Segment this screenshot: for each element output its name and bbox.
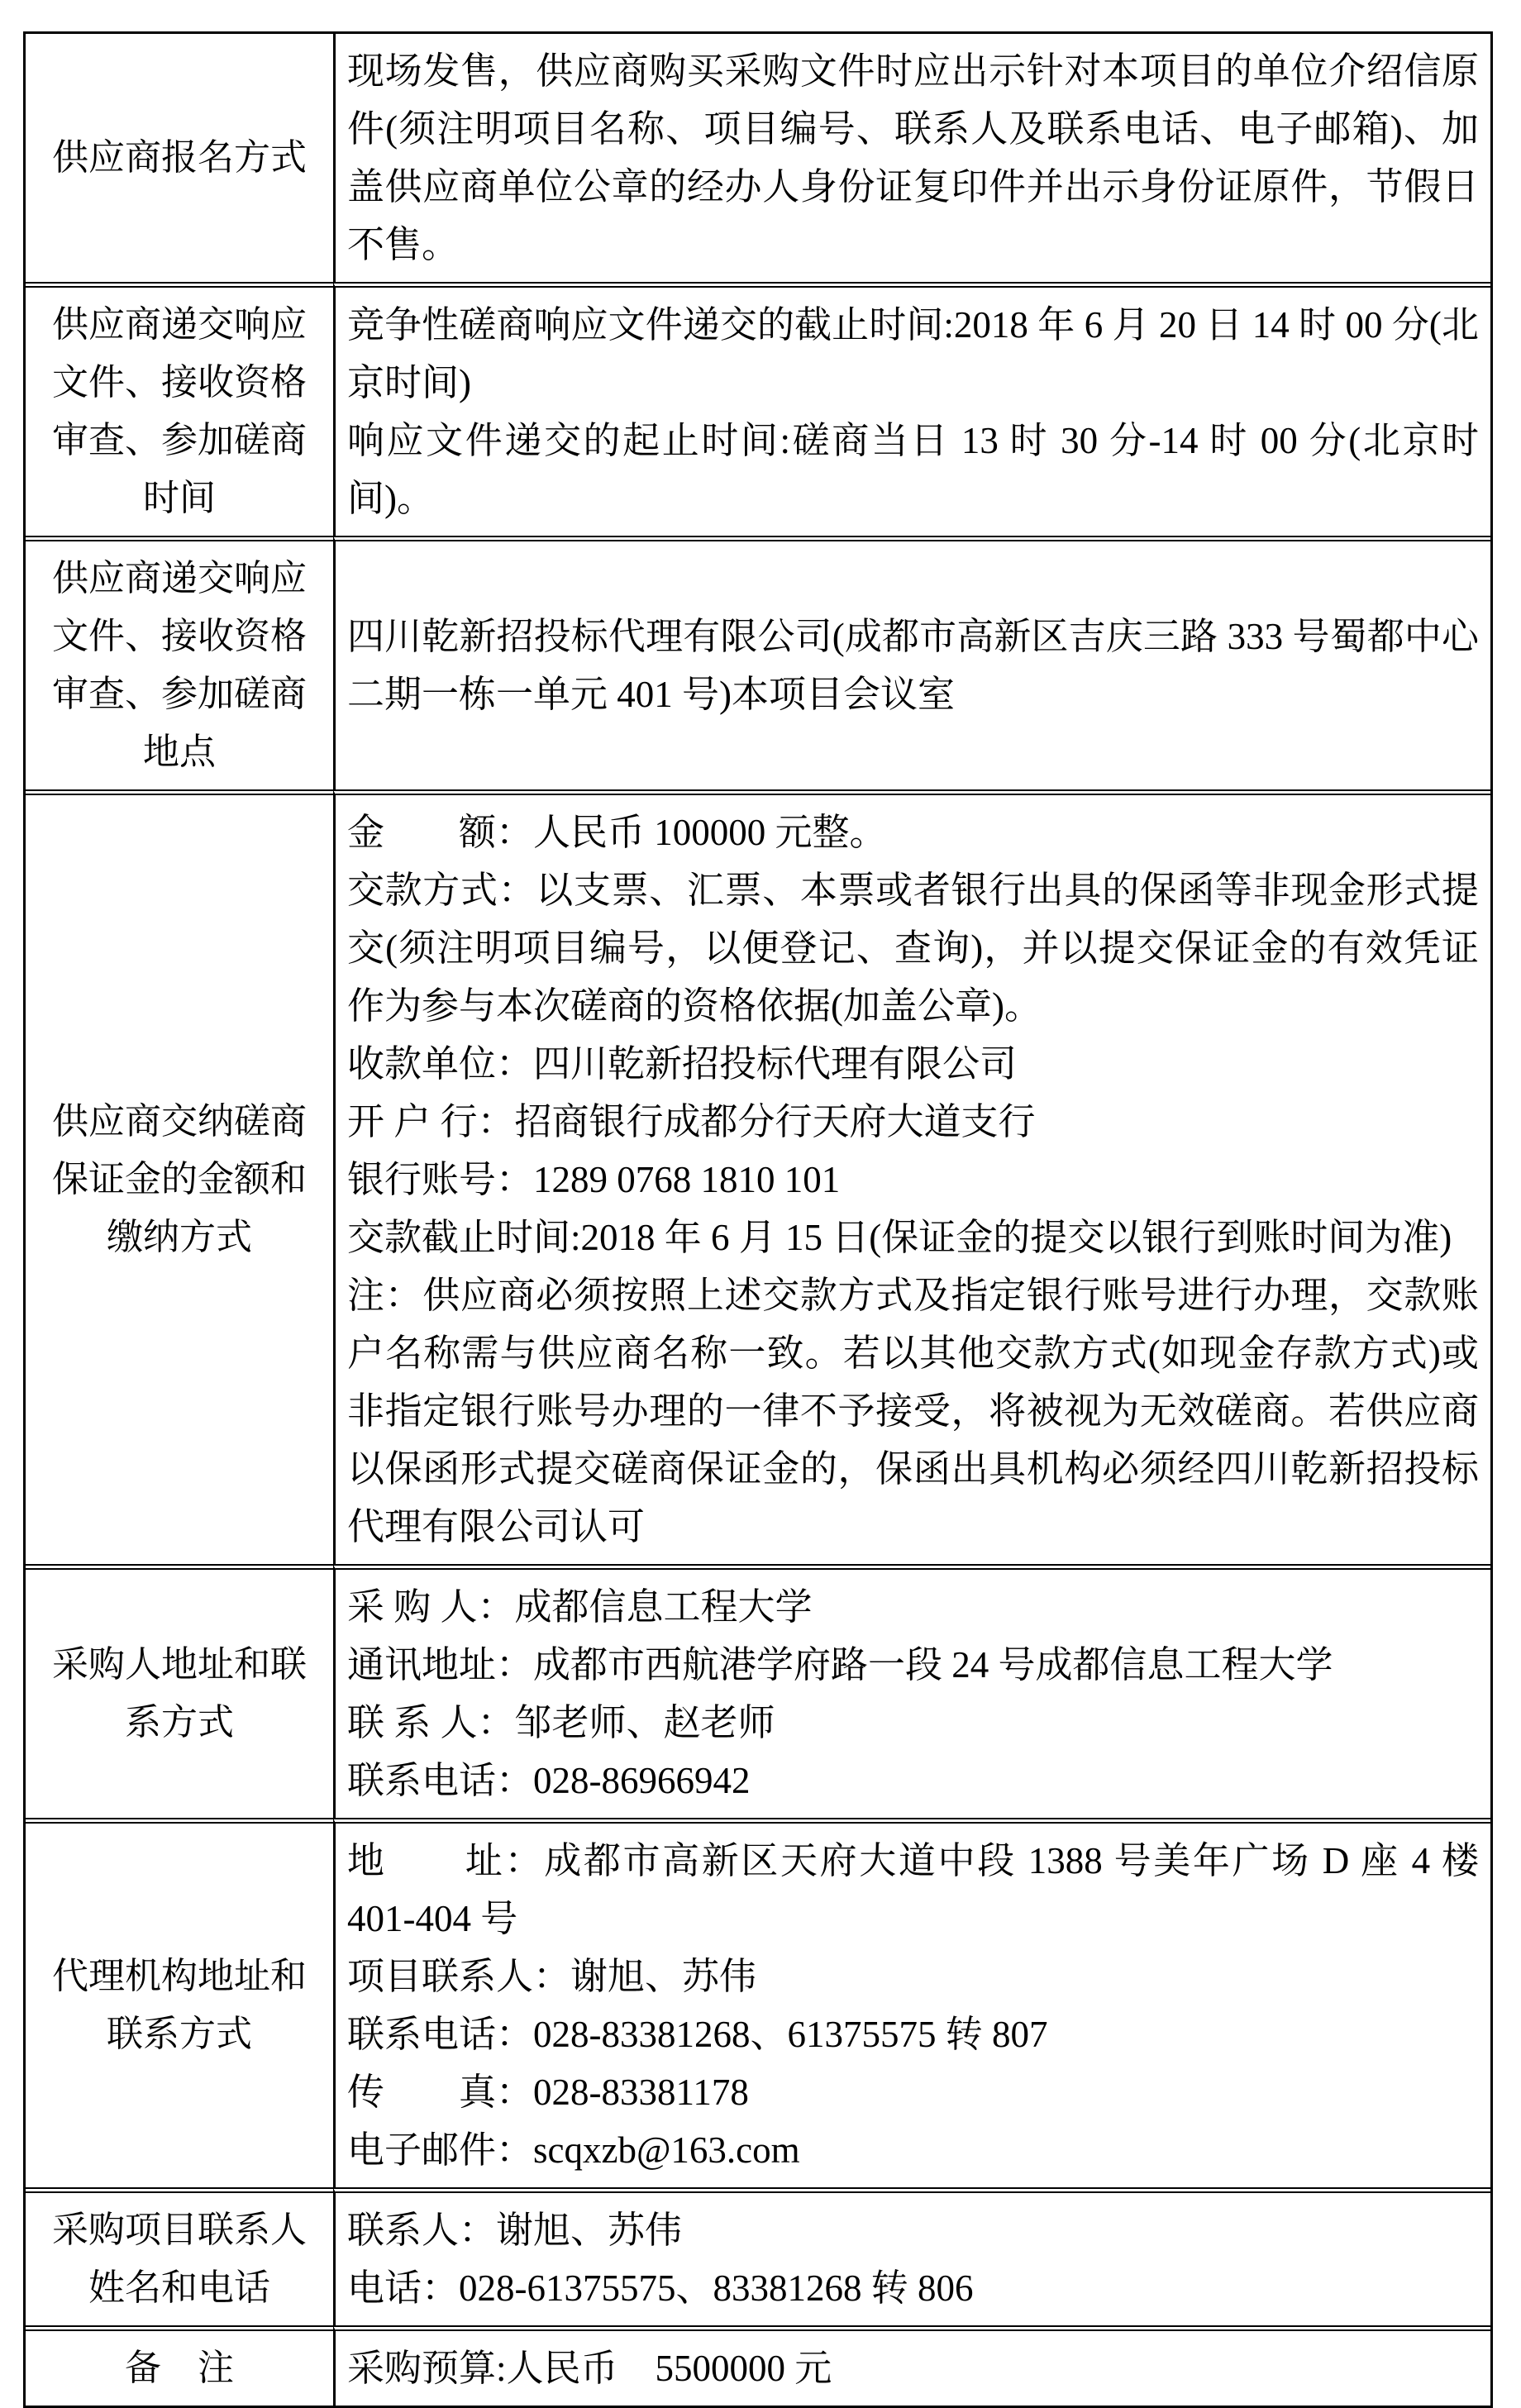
row-label-cell: 供应商交纳磋商保证金的金额和缴纳方式 (26, 789, 333, 1564)
row-label-cell: 供应商递交响应文件、接收资格审查、参加磋商地点 (26, 536, 333, 789)
row-content-cell (333, 2187, 1490, 2325)
row-label-cell: 代理机构地址和联系方式 (26, 1818, 333, 2187)
content-line: 传 真：028-83381178 (347, 2072, 749, 2113)
content-line: 四川乾新招投标代理有限公司(成都市高新区吉庆三路 333 号蜀都中心二期一栋一单元 401 号)本项目会议室 (347, 616, 1479, 715)
content-line: 采 购 人：成都信息工程大学 (347, 1586, 813, 1628)
content-line: 联系电话：028-83381268、61375575 转 807 (347, 2014, 1048, 2055)
content-line: 采购预算:人民币 5500000 元 (347, 2348, 832, 2389)
row-content-cell (333, 1818, 1490, 2187)
table-row (26, 282, 1490, 536)
row-content-cell (333, 2325, 1490, 2406)
table-row (26, 789, 1490, 1564)
content-line: 电话：028-61375575、83381268 转 806 (347, 2267, 974, 2309)
row-label-cell: 供应商递交响应文件、接收资格审查、参加磋商时间 (26, 282, 333, 536)
content-line: 地 址：成都市高新区天府大道中段 1388 号美年广场 D 座 4 楼 401-404 号 (347, 1840, 1479, 1939)
content-line: 现场发售，供应商购买采购文件时应出示针对本项目的单位介绍信原件(须注明项目名称、项目编号、联系人及联系电话、电子邮箱)、加盖供应商单位公章的经办人身份证复印件并出示身份证原件，节假日不售。 (347, 50, 1479, 265)
table-row (26, 2325, 1490, 2406)
content-line: 交款截止时间:2018 年 6 月 15 日(保证金的提交以银行到账时间为准) (347, 1217, 1452, 1258)
content-line: 竞争性磋商响应文件递交的截止时间:2018 年 6 月 20 日 14 时 00 分(北京时间) (347, 304, 1479, 403)
row-label-cell: 采购项目联系人姓名和电话 (26, 2187, 333, 2325)
content-line: 交款方式：以支票、汇票、本票或者银行出具的保函等非现金形式提交(须注明项目编号，以便登记、查询)，并以提交保证金的有效凭证作为参与本次磋商的资格依据(加盖公章)。 (347, 870, 1479, 1027)
row-label-cell: 供应商报名方式 (52, 137, 307, 178)
row-content-cell (333, 789, 1490, 1564)
row-label-cell: 备 注 (26, 2325, 333, 2406)
content-line: 电子邮件：scqxzb@163.com (347, 2129, 800, 2171)
table-row (26, 2187, 1490, 2325)
row-content-cell (333, 282, 1490, 536)
content-line: 收款单位：四川乾新招投标代理有限公司 (347, 1043, 1018, 1085)
table-row (26, 536, 1490, 789)
content-line: 联 系 人：邹老师、赵老师 (347, 1702, 775, 1743)
row-content-cell (333, 536, 1490, 789)
content-line: 联系人：谢旭、苏伟 (347, 2210, 683, 2251)
content-line: 响应文件递交的起止时间:磋商当日 13 时 30 分-14 时 00 分(北京时间)。 (347, 420, 1479, 519)
content-line: 银行账号：1289 0768 1810 101 (347, 1159, 841, 1200)
content-line: 联系电话：028-86966942 (347, 1760, 751, 1801)
table-row (26, 34, 1490, 282)
table-row (26, 1564, 1490, 1818)
procurement-info-table (23, 31, 1493, 2408)
row-label-cell: 采购人地址和联系方式 (26, 1564, 333, 1818)
row-content-cell (333, 1564, 1490, 1818)
content-line: 通讯地址：成都市西航港学府路一段 24 号成都信息工程大学 (347, 1644, 1333, 1686)
content-line: 开 户 行：招商银行成都分行天府大道支行 (347, 1101, 1036, 1142)
table-row (26, 1818, 1490, 2187)
content-line: 金 额：人民币 100000 元整。 (347, 812, 887, 853)
content-line: 注：供应商必须按照上述交款方式及指定银行账号进行办理，交款账户名称需与供应商名称一致。若以其他交款方式(如现金存款方式)或非指定银行账号办理的一律不予接受，将被视为无效磋商。若供应商以保函形式提交磋商保证金的，保函出具机构必须经四川乾新招投标代理有限公司认可 (347, 1275, 1479, 1547)
content-line: 项目联系人：谢旭、苏伟 (347, 1956, 757, 1997)
row-content-cell (333, 34, 1490, 282)
